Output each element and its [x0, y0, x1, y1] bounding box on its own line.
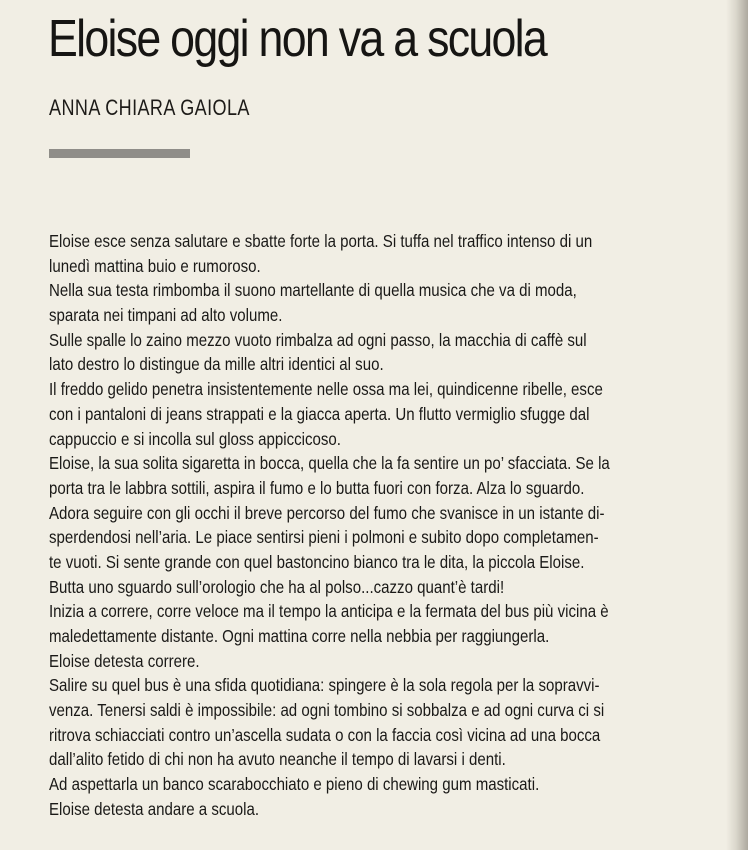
story-line: Salire su quel bus è una sfida quotidiana: spingere è la sola regola per la sopravvi-	[49, 675, 600, 696]
story-line: Nella sua testa rimbomba il suono martellante di quella musica che va di moda,	[49, 280, 577, 301]
story-line: lunedì mattina buio e rumoroso.	[49, 255, 261, 276]
story-line: con i pantaloni di jeans strappati e la giacca aperta. Un flutto vermiglio sfugge dal	[49, 403, 590, 424]
story-line: maledettamente distante. Ogni mattina corre nella nebbia per raggiungerla.	[49, 626, 550, 646]
story-line: Inizia a correre, corre veloce ma il tempo la anticipa e la fermata del bus più vicina è	[49, 601, 609, 622]
story-line: Il freddo gelido penetra insistentemente nelle ossa ma lei, quindicenne ribelle, esce	[49, 379, 603, 400]
story-line: venza. Tenersi saldi è impossibile: ad ogni tombino si sobbalza e ad ogni curva ci si	[49, 700, 605, 721]
author-name: ANNA CHIARA GAIOLA	[49, 95, 250, 120]
story-line: sperdendosi nell’aria. Le piace sentirsi pieni i polmoni e subito dopo completamen-	[49, 527, 599, 548]
story-title: Eloise oggi non va a scuola	[48, 10, 547, 68]
story-text	[49, 229, 748, 822]
story-line: Sulle spalle lo zaino mezzo vuoto rimbalza ad ogni passo, la macchia di caffè sul	[49, 329, 587, 350]
divider-bar	[49, 149, 190, 158]
story-line: Ad aspettarla un banco scarabocchiato e pieno di chewing gum masticati.	[49, 774, 540, 795]
story-line: Butta uno sguardo sull’orologio che ha al polso...cazzo quant’è tardi!	[49, 576, 505, 597]
story-line: Eloise, la sua solita sigaretta in bocca, quella che la fa sentire un po’ sfacciata. Se la	[49, 453, 610, 474]
story-line: Adora seguire con gli occhi il breve percorso del fumo che svanisce in un istante di-	[49, 502, 605, 523]
story-line: te vuoti. Si sente grande con quel bastoncino bianco tra le dita, la piccola Eloise.	[49, 551, 585, 572]
story-line: porta tra le labbra sottili, aspira il fumo e lo butta fuori con forza. Alza lo sguardo.	[49, 477, 585, 498]
story-line: sparata nei timpani ad alto volume.	[49, 305, 283, 326]
story-line: Eloise esce senza salutare e sbatte forte la porta. Si tuffa nel traffico intenso di un	[49, 231, 593, 251]
story-line: Eloise detesta andare a scuola.	[49, 798, 260, 819]
story-line: ritrova schiacciati contro un’ascella sudata o con la faccia così vicina ad una bocca	[49, 724, 601, 745]
story-line: dall’alito fetido di chi non ha avuto neanche il tempo di lavarsi i denti.	[49, 749, 506, 770]
story-line: lato destro lo distingue da mille altri identici al suo.	[49, 354, 384, 375]
story-line: Eloise detesta correre.	[49, 650, 200, 671]
story-line: cappuccio e si incolla sul gloss appiccicoso.	[49, 428, 341, 449]
